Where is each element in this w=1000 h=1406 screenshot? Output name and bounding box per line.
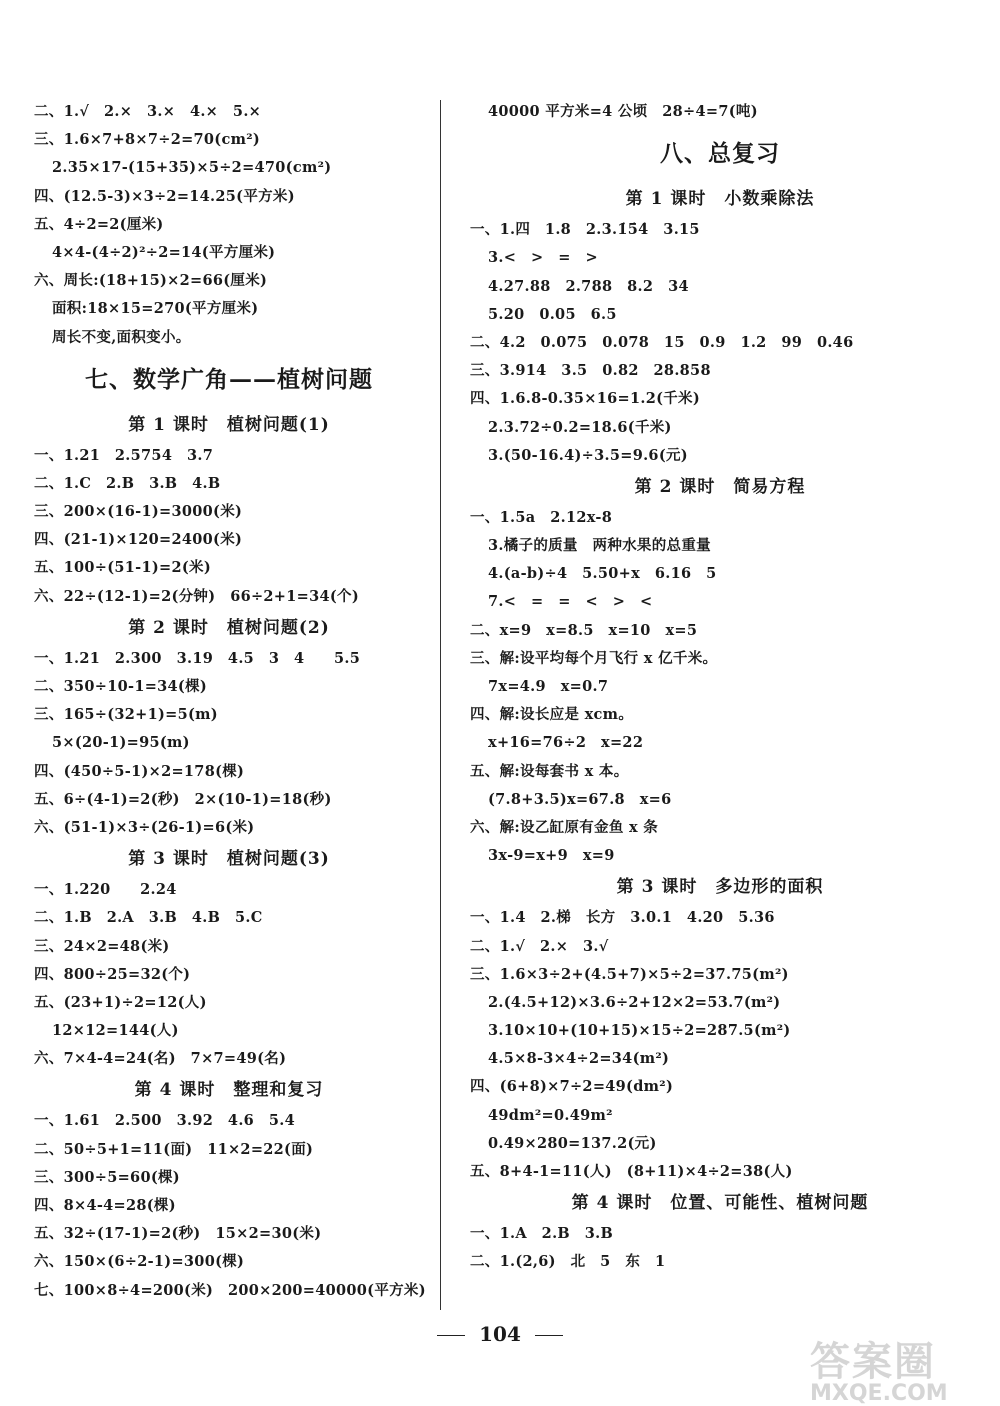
column-divider: [440, 100, 441, 1310]
answer-line: 三、解:设平均每个月飞行 x 亿千米。: [470, 649, 718, 667]
answer-line: 二、1.√ 2.× 3.√: [470, 937, 609, 955]
answer-line: 7.< = = < > <: [488, 593, 653, 611]
page-number: 104: [479, 1322, 521, 1346]
answer-line: 六、22÷(12-1)=2(分钟) 66÷2+1=34(个): [34, 587, 359, 605]
right-answer-column: [470, 98, 970, 1277]
lesson-title: 第 3 课时 植树问题(3): [128, 849, 330, 870]
answer-line: 二、4.2 0.075 0.078 15 0.9 1.2 99 0.46: [470, 333, 854, 351]
answer-line: 三、3.914 3.5 0.82 28.858: [470, 362, 711, 380]
answer-line: 3x-9=x+9 x=9: [488, 847, 615, 865]
answer-line: 七、100×8÷4=200(米) 200×200=40000(平方米): [34, 1281, 426, 1299]
answer-line: 3.(50-16.4)÷3.5=9.6(元): [488, 446, 688, 464]
answer-line: 一、1.220 2.24: [34, 881, 177, 899]
answer-line: 三、1.6×3÷2+(4.5+7)×5÷2=37.75(m²): [470, 965, 789, 983]
answer-line: 0.49×280=137.2(元): [488, 1134, 657, 1152]
answer-line: 面积:18×15=270(平方厘米): [52, 300, 259, 318]
answer-line: 2.(4.5+12)×3.6÷2+12×2=53.7(m²): [488, 993, 781, 1011]
answer-line: 五、解:设每套书 x 本。: [470, 762, 629, 780]
lesson-title: 第 3 课时 多边形的面积: [616, 877, 824, 898]
answer-line: 五、32÷(17-1)=2(秒) 15×2=30(米): [34, 1225, 322, 1243]
answer-line: 四、800÷25=32(个): [34, 965, 191, 983]
answer-line: 二、x=9 x=8.5 x=10 x=5: [470, 621, 698, 639]
answer-line: 2.3.72÷0.2=18.6(千米): [488, 418, 672, 436]
section-title: 八、总复习: [660, 140, 780, 168]
answer-line: 一、1.61 2.500 3.92 4.6 5.4: [34, 1112, 295, 1130]
answer-line: 周长不变,面积变小。: [52, 328, 191, 346]
answer-line: 三、200×(16-1)=3000(米): [34, 503, 243, 521]
answer-line: 12×12=144(人): [52, 1022, 179, 1040]
watermark-logo: [810, 1330, 970, 1406]
answer-line: 五、6÷(4-1)=2(秒) 2×(10-1)=18(秒): [34, 790, 332, 808]
answer-line: 二、350÷10-1=34(棵): [34, 678, 208, 695]
watermark-text-main: 答案圈: [810, 1339, 936, 1385]
answer-line: 六、7×4-4=24(名) 7×7=49(名): [34, 1050, 287, 1068]
answer-line: 4.(a-b)÷4 5.50+x 6.16 5: [488, 565, 717, 583]
answer-line: 四、解:设长应是 xcm。: [470, 706, 634, 724]
answer-line: 49dm²=0.49m²: [488, 1106, 613, 1124]
answer-line: 5×(20-1)=95(m): [52, 734, 190, 752]
answer-line: 三、1.6×7+8×7÷2=70(cm²): [34, 131, 261, 149]
answer-line: 三、24×2=48(米): [34, 937, 170, 955]
answer-line: 三、300÷5=60(棵): [34, 1168, 180, 1186]
answer-line: 3.< > = >: [488, 249, 598, 267]
answer-line: 40000 平方米=4 公顷 28÷4=7(吨): [488, 103, 758, 120]
answer-line: x+16=76÷2 x=22: [488, 734, 644, 752]
answer-line: 五、(23+1)÷2=12(人): [34, 993, 207, 1011]
answer-line: 五、4÷2=2(厘米): [34, 215, 164, 233]
section-title: 七、数学广角——植树问题: [85, 365, 373, 393]
answer-line: 四、(6+8)×7÷2=49(dm²): [470, 1078, 674, 1096]
answer-line: 7x=4.9 x=0.7: [488, 678, 609, 695]
answer-line: 四、(450÷5-1)×2=178(棵): [34, 762, 245, 780]
answer-line: 一、1.四 1.8 2.3.1̇5̇4̇ 3.15: [470, 221, 700, 239]
answer-line: 4.27.88 2.788 8.2 34: [488, 277, 689, 295]
answer-line: 四、8×4-4=28(棵): [34, 1197, 176, 1214]
answer-line: 六、(51-1)×3÷(26-1)=6(米): [34, 818, 255, 836]
answer-line: 四、1.6.8-0.35×16=1.2(千米): [470, 390, 701, 408]
watermark-text-url: MXQE.COM: [810, 1381, 948, 1406]
answer-line: 四、(21-1)×120=2400(米): [34, 531, 243, 549]
answer-line: 五、8+4-1=11(人) (8+11)×4÷2=38(人): [470, 1163, 793, 1180]
answer-line: 六、解:设乙缸原有金鱼 x 条: [470, 818, 659, 836]
lesson-title: 第 4 课时 整理和复习: [134, 1080, 324, 1101]
answer-line: 一、1.21 2.5754 3.7: [34, 446, 214, 464]
lesson-title: 第 2 课时 植树问题(2): [128, 617, 330, 638]
answer-line: 三、165÷(32+1)=5(m): [34, 706, 218, 724]
answer-line: 二、1.(2,6) 北 5 东 1: [470, 1253, 666, 1271]
answer-line: 六、150×(6÷2-1)=300(棵): [34, 1253, 245, 1271]
answer-line: 二、1.C 2.B 3.B 4.B: [34, 474, 221, 492]
answer-line: 二、50÷5+1=11(面) 11×2=22(面): [34, 1140, 314, 1158]
answer-line: 四、(12.5-3)×3÷2=14.25(平方米): [34, 187, 295, 205]
lesson-title: 第 4 课时 位置、可能性、植树问题: [571, 1193, 869, 1214]
lesson-title: 第 1 课时 小数乘除法: [625, 189, 815, 210]
answer-line: 二、1.√ 2.× 3.× 4.× 5.×: [34, 103, 262, 120]
answer-line: 五、100÷(51-1)=2(米): [34, 559, 211, 577]
footer-dash-right: [535, 1335, 563, 1337]
answer-line: 六、周长:(18+15)×2=66(厘米): [34, 272, 268, 290]
answer-line: 4×4-(4÷2)²÷2=14(平方厘米): [52, 243, 276, 261]
answer-line: 一、1.21 2.300 3.19 4.5 3 4 5.5: [34, 649, 361, 667]
answer-line: 5.20 0.05 6.5: [488, 305, 617, 323]
answer-line: 3.橘子的质量 两种水果的总重量: [488, 537, 711, 555]
answer-line: 4.5×8-3×4÷2=34(m²): [488, 1050, 670, 1068]
lesson-title: 第 2 课时 简易方程: [634, 476, 806, 497]
left-answer-column: [34, 98, 424, 1305]
answer-line: 一、1.4 2.梯 长方 3.0.1 4.20 5.36: [470, 909, 775, 927]
answer-line: 一、1.A 2.B 3.B: [470, 1225, 614, 1243]
answer-line: (7.8+3.5)x=67.8 x=6: [488, 790, 672, 808]
answer-line: 3.10×10+(10+15)×15÷2=287.5(m²): [488, 1022, 791, 1040]
answer-line: 二、1.B 2.A 3.B 4.B 5.C: [34, 909, 263, 927]
answer-line: 一、1.5a 2.12x-8: [470, 508, 613, 526]
lesson-title: 第 1 课时 植树问题(1): [128, 414, 330, 435]
answer-line: 2.35×17-(15+35)×5÷2=470(cm²): [52, 159, 332, 177]
footer-dash-left: [437, 1335, 465, 1337]
